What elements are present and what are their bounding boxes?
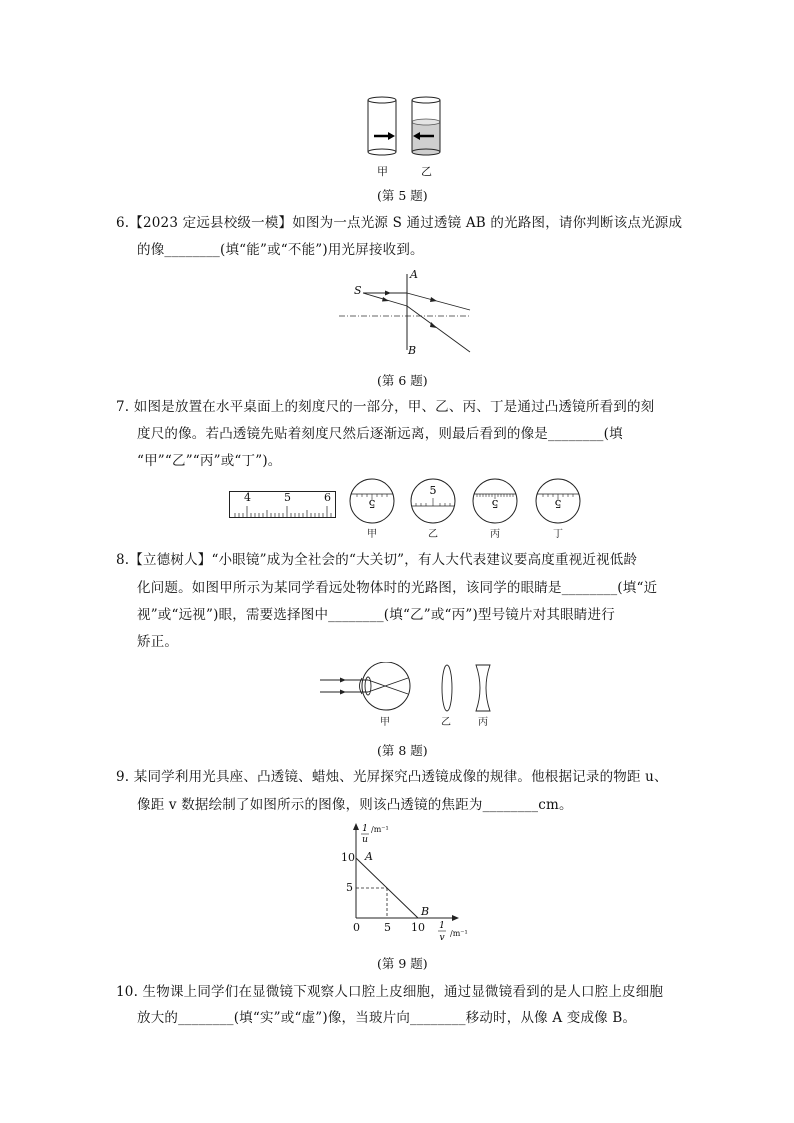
q6-line1: 6.【2023 定远县校级一模】如图为一点光源 S 通过透镜 AB 的光路图，请你判断该点光源成 xyxy=(116,215,683,231)
figure-q5-cylinders xyxy=(360,90,450,180)
q10-line2: 放大的________(填“实”或“虚”)像，当玻片向________移动时，从像 A 变成像 B。 xyxy=(137,1010,637,1026)
ruler-tick-6: 6 xyxy=(324,491,331,504)
q8-line4: 矫正。 xyxy=(137,634,179,650)
svg-text:u: u xyxy=(362,835,368,845)
lens-image-jia xyxy=(349,478,395,524)
graph-y-tick-5: 5 xyxy=(346,881,353,894)
q9-line2: 像距 v 数据绘制了如图所示的图像，则该凸透镜的焦距为________cm。 xyxy=(137,797,573,813)
q8-line1: 8.【立德树人】“小眼镜”成为全社会的“大关切”，有人大代表建议要高度重视近视低龄 xyxy=(116,552,638,568)
lens-ding-digit: 5 xyxy=(554,497,562,510)
lens-yi-digit: 5 xyxy=(429,484,437,497)
fig6-label-b: B xyxy=(408,344,417,357)
svg-text:1: 1 xyxy=(362,824,368,834)
fig5-label-jia: 甲 xyxy=(377,165,388,178)
fig8-label-bing: 丙 xyxy=(478,717,488,728)
ruler-tick-5: 5 xyxy=(284,491,291,504)
svg-text:1: 1 xyxy=(439,921,445,931)
lens-label-bing: 丙 xyxy=(490,529,500,540)
q7-line2: 度尺的像。若凸透镜先贴着刻度尺然后逐渐远离，则最后看到的像是________(填 xyxy=(137,426,623,442)
fig5-caption: (第 5 题) xyxy=(377,188,428,203)
lens-jia-digit: 5 xyxy=(368,497,376,510)
fig5-label-yi: 乙 xyxy=(421,165,432,178)
q8-line3: 视”或“远视”)眼，需要选择图中________(填“乙”或“丙”)型号镜片对其眼睛进行 xyxy=(137,607,615,623)
graph-point-b: B xyxy=(421,905,430,918)
fig8-caption: (第 8 题) xyxy=(377,743,428,758)
graph-x-unit: /m⁻¹ xyxy=(450,929,468,938)
fig8-label-jia: 甲 xyxy=(380,717,390,728)
lens-label-jia: 甲 xyxy=(367,529,377,540)
lens-label-ding: 丁 xyxy=(553,529,563,540)
ruler-tick-4: 4 xyxy=(244,491,251,504)
lens-bing-digit: 5 xyxy=(491,497,499,510)
fig9-caption: (第 9 题) xyxy=(377,956,428,971)
q7-line1: 7. 如图是放置在水平桌面上的刻度尺的一部分，甲、乙、丙、丁是通过凸透镜所看到的刻 xyxy=(116,399,655,415)
lens-image-bing xyxy=(472,478,518,524)
q7-line3: “甲”“乙”“丙”或“丁”)。 xyxy=(137,453,282,469)
q10-line1: 10. 生物课上同学们在显微镜下观察人口腔上皮细胞，通过显微镜看到的是人口腔上皮细胞 xyxy=(116,984,664,1000)
svg-text:v: v xyxy=(439,933,445,943)
q8-line2: 化问题。如图甲所示为某同学看远处物体时的光路图，该同学的眼睛是________(填“近 xyxy=(137,580,658,596)
lens-image-yi xyxy=(410,478,456,524)
graph-y-unit: /m⁻¹ xyxy=(371,825,389,834)
fig6-label-s: S xyxy=(354,284,362,297)
fig8-label-yi: 乙 xyxy=(441,717,451,728)
graph-point-a: A xyxy=(365,850,373,863)
q6-line2: 的像________(填“能”或“不能”)用光屏接收到。 xyxy=(137,242,424,258)
fig6-label-a: A xyxy=(410,268,418,281)
graph-x-tick-5: 5 xyxy=(384,921,391,934)
lens-image-ding xyxy=(535,478,581,524)
figure-q6-lens-diagram xyxy=(335,266,475,362)
q9-line1: 9. 某同学利用光具座、凸透镜、蜡烛、光屏探究凸透镜成像的规律。他根据记录的物距 u、 xyxy=(116,769,668,785)
graph-x-tick-0: 0 xyxy=(353,921,360,934)
lens-label-yi: 乙 xyxy=(428,529,438,540)
figure-q8-eye-diagram xyxy=(316,662,496,714)
fig6-caption: (第 6 题) xyxy=(377,373,428,388)
graph-x-tick-10: 10 xyxy=(411,921,425,934)
graph-y-tick-10: 10 xyxy=(341,851,355,864)
